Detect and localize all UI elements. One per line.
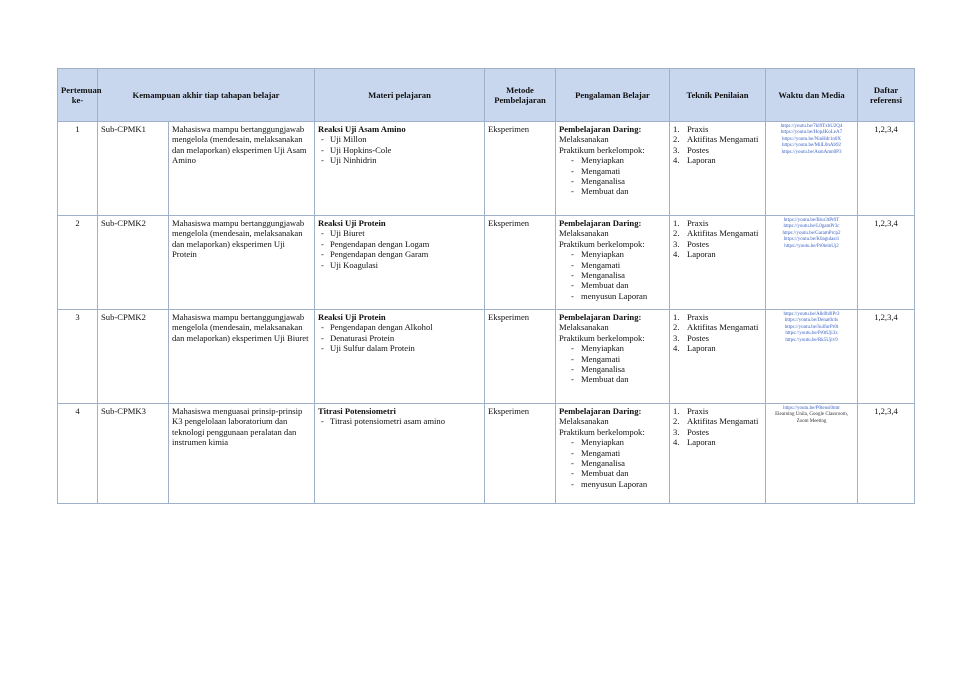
- cell-pengalaman: [556, 310, 670, 404]
- cell-subcpmk: [98, 310, 169, 404]
- kemampuan-text: Mahasiswa mampu bertanggungjawab mengelola (mendesain, melaksanakan dan melaporkan) eksperimen Uji Biuret: [172, 312, 309, 343]
- pengalaman-title: Pembelajaran Daring:: [559, 218, 642, 228]
- media-link[interactable]: https://youtu.be/P0tensi0mtr: [783, 406, 840, 411]
- cell-metode: [485, 310, 556, 404]
- pengalaman-title: Pembelajaran Daring:: [559, 124, 642, 134]
- header-waktu-media: Waktu dan Media: [766, 69, 858, 122]
- cell-kemampuan: [169, 404, 315, 504]
- cell-teknik: [670, 216, 766, 310]
- pengalaman-intro: Melaksanakan: [559, 228, 609, 239]
- cell-teknik: [670, 122, 766, 216]
- cell-referensi: [858, 404, 915, 504]
- kemampuan-text: Mahasiswa mampu bertanggungjawab mengelola (mendesain, melaksanakan dan melaporkan) eksperimen Uji Asam Amino: [172, 124, 307, 166]
- pengalaman-list: [559, 249, 666, 301]
- cell-pengalaman: [556, 216, 670, 310]
- pengalaman-item: - menyusun Laporan: [559, 479, 666, 489]
- pengalaman-item: - Mengamati: [559, 448, 666, 458]
- cell-referensi: [858, 310, 915, 404]
- materi-title: Titrasi Potensiometri: [318, 406, 396, 416]
- pertemuan-number: 2: [75, 218, 80, 228]
- materi-title: Reaksi Uji Asam Amino: [318, 124, 406, 134]
- header-daftar-referensi: Daftar referensi: [858, 69, 915, 122]
- pengalaman-content: [559, 218, 666, 304]
- media-link[interactable]: https://youtu.be/L0gamPr3c: [783, 224, 840, 230]
- media-link[interactable]: https://youtu.be/7kl9TxhU2Q4: [780, 124, 843, 129]
- media-link[interactable]: https://youtu.be/Pr0tUji3x: [785, 331, 838, 337]
- teknik-item-number: 2.: [673, 416, 680, 427]
- cell-kemampuan: [169, 122, 315, 216]
- cell-metode: [485, 122, 556, 216]
- teknik-item-number: 1.: [673, 312, 680, 322]
- teknik-item: [673, 249, 762, 259]
- teknik-item: [673, 406, 762, 416]
- media-link[interactable]: https://youtu.be/MilL0nAb92: [782, 143, 842, 149]
- teknik-item-label: Laporan: [687, 437, 716, 448]
- cell-metode: [485, 404, 556, 504]
- teknik-item-label: Aktifitas Mengamati: [687, 228, 759, 239]
- teknik-item-label: Laporan: [687, 249, 716, 260]
- cell-kemampuan: [169, 310, 315, 404]
- teknik-item-number: 2.: [673, 322, 680, 333]
- teknik-list: [673, 406, 762, 448]
- pengalaman-content: [559, 124, 666, 210]
- pengalaman-item: - Menganalisa: [559, 176, 666, 186]
- cell-metode: [485, 216, 556, 310]
- teknik-list: [673, 218, 762, 260]
- teknik-item: [673, 312, 762, 322]
- pengalaman-list: [559, 155, 666, 197]
- materi-list: [318, 134, 481, 165]
- teknik-item-number: 4.: [673, 155, 680, 166]
- referensi-text: 1,2,3,4: [874, 406, 898, 416]
- teknik-item-number: 4.: [673, 437, 680, 448]
- metode-text: Eksperimen: [488, 218, 530, 228]
- cell-teknik: [670, 310, 766, 404]
- teknik-list: [673, 124, 762, 166]
- teknik-item-number: 4.: [673, 343, 680, 354]
- table-header-row: [58, 69, 915, 122]
- pengalaman-item: - Menganalisa: [559, 458, 666, 468]
- pengalaman-item: - Membuat dan: [559, 374, 666, 384]
- media-link[interactable]: https://youtu.be/GaramPrcp2: [782, 230, 841, 236]
- materi-item: - Pengendapan dengan Logam: [318, 239, 481, 249]
- table-row: [58, 310, 915, 404]
- referensi-text: 1,2,3,4: [874, 218, 898, 228]
- metode-text: Eksperimen: [488, 124, 530, 134]
- pengalaman-intro: Praktikum berkelompok:: [559, 332, 645, 343]
- cell-waktu-media: [766, 216, 858, 310]
- subcpmk-code: Sub-CPMK3: [101, 406, 146, 416]
- teknik-item: [673, 145, 762, 155]
- teknik-item-number: 3.: [673, 426, 680, 437]
- teknik-item: [673, 416, 762, 426]
- teknik-item-number: 4.: [673, 249, 680, 260]
- materi-item: - Uji Ninhidrin: [318, 155, 481, 165]
- pertemuan-number: 4: [75, 406, 80, 416]
- teknik-item: [673, 427, 762, 437]
- pengalaman-item: - Menyiapkan: [559, 249, 666, 259]
- teknik-item-number: 2.: [673, 228, 680, 239]
- subcpmk-code: Sub-CPMK1: [101, 124, 146, 134]
- teknik-item-number: 1.: [673, 406, 680, 416]
- teknik-item-number: 3.: [673, 332, 680, 343]
- teknik-item-number: 1.: [673, 124, 680, 134]
- cell-pengalaman: [556, 122, 670, 216]
- pengalaman-item: - Menyiapkan: [559, 155, 666, 165]
- header-pertemuan: Pertemuan ke-: [58, 69, 98, 122]
- materi-title: Reaksi Uji Protein: [318, 312, 386, 322]
- teknik-item: [673, 333, 762, 343]
- cell-materi: [315, 310, 485, 404]
- teknik-list: [673, 312, 762, 354]
- pengalaman-list: [559, 437, 666, 489]
- subcpmk-code: Sub-CPMK2: [101, 218, 146, 228]
- cell-pertemuan: [58, 310, 98, 404]
- cell-materi: [315, 122, 485, 216]
- materi-list: [318, 416, 481, 426]
- cell-pertemuan: [58, 404, 98, 504]
- teknik-item-number: 3.: [673, 238, 680, 249]
- teknik-item-label: Aktifitas Mengamati: [687, 416, 759, 427]
- cell-teknik: [670, 404, 766, 504]
- media-link[interactable]: https://youtu.be/Pr0teinUj2: [784, 243, 839, 249]
- pengalaman-intro: Melaksanakan: [559, 416, 609, 427]
- pengalaman-item: - Mengamati: [559, 166, 666, 176]
- pengalaman-item: - menyusun Laporan: [559, 291, 666, 301]
- header-materi: Materi pelajaran: [315, 69, 485, 122]
- kemampuan-text: Mahasiswa menguasai prinsip-prinsip K3 pengelolaan laboratorium dan teknologi penggunaan peralatan dan instrumen kimia: [172, 406, 303, 448]
- header-metode: Metode Pembelajaran: [485, 69, 556, 122]
- materi-title: Reaksi Uji Protein: [318, 218, 386, 228]
- teknik-item-number: 2.: [673, 134, 680, 145]
- cell-waktu-media: [766, 310, 858, 404]
- media-link[interactable]: https://youtu.be/Alk0h0lPr3: [783, 312, 840, 317]
- materi-item: - Titrasi potensiometri asam amino: [318, 416, 481, 426]
- pertemuan-number: 3: [75, 312, 80, 322]
- table-body: [58, 122, 915, 504]
- header-teknik: Teknik Penilaian: [670, 69, 766, 122]
- teknik-item-label: Laporan: [687, 343, 716, 354]
- referensi-text: 1,2,3,4: [874, 312, 898, 322]
- teknik-item-number: 1.: [673, 218, 680, 228]
- table-row: [58, 216, 915, 310]
- media-link[interactable]: https://youtu.be/SulfurPr0t: [784, 324, 839, 330]
- teknik-item-label: Aktifitas Mengamati: [687, 322, 759, 333]
- pengalaman-title: Pembelajaran Daring:: [559, 406, 642, 416]
- cell-subcpmk: [98, 216, 169, 310]
- media-link[interactable]: https://youtu.be/Denat0r4s: [784, 318, 839, 324]
- teknik-item: [673, 239, 762, 249]
- pengalaman-intro: Praktikum berkelompok:: [559, 426, 645, 437]
- materi-item: - Uji Millon: [318, 134, 481, 144]
- pengalaman-intro: Melaksanakan: [559, 322, 609, 333]
- table-row: [58, 404, 915, 504]
- teknik-item: [673, 124, 762, 134]
- teknik-item-label: Postes: [687, 426, 709, 437]
- media-link[interactable]: https://youtu.be/Rk5Ujiv9: [785, 337, 838, 343]
- cell-pengalaman: [556, 404, 670, 504]
- header-kemampuan: Kemampuan akhir tiap tahapan belajar: [98, 69, 315, 122]
- pengalaman-item: - Menyiapkan: [559, 343, 666, 353]
- cell-materi: [315, 216, 485, 310]
- cell-materi: [315, 404, 485, 504]
- pengalaman-item: - Mengamati: [559, 354, 666, 364]
- pengalaman-intro: Praktikum berkelompok:: [559, 144, 645, 155]
- pengalaman-item: - Membuat dan: [559, 186, 666, 196]
- kemampuan-text: Mahasiswa mampu bertanggungjawab mengelola (mendesain, melaksanakan dan melaporkan) eksperimen Uji Protein: [172, 218, 305, 260]
- pengalaman-item: - Membuat dan: [559, 280, 666, 290]
- rps-table: [57, 68, 915, 504]
- subcpmk-code: Sub-CPMK2: [101, 312, 146, 322]
- cell-pertemuan: [58, 122, 98, 216]
- materi-item: - Pengendapan dengan Garam: [318, 249, 481, 259]
- teknik-item: [673, 228, 762, 238]
- media-note: Elearning Unila, Google Classroom, Zoom Meeting: [775, 412, 848, 424]
- teknik-item-label: Praxis: [687, 124, 709, 134]
- cell-referensi: [858, 122, 915, 216]
- media-link[interactable]: https://youtu.be/Biur3tPr0T: [783, 218, 840, 223]
- materi-item: - Denaturasi Protein: [318, 333, 481, 343]
- teknik-item-label: Laporan: [687, 155, 716, 166]
- teknik-item: [673, 343, 762, 353]
- pengalaman-intro: Praktikum berkelompok:: [559, 238, 645, 249]
- materi-list: [318, 228, 481, 270]
- pengalaman-item: - Menganalisa: [559, 270, 666, 280]
- media-link[interactable]: https://youtu.be/Hop4KoLeA7: [780, 130, 843, 136]
- media-link[interactable]: https://youtu.be/K0agulasi1: [783, 237, 840, 243]
- metode-text: Eksperimen: [488, 312, 530, 322]
- teknik-item: [673, 218, 762, 228]
- materi-item: - Pengendapan dengan Alkohol: [318, 322, 481, 332]
- teknik-item-label: Postes: [687, 144, 709, 155]
- pengalaman-item: - Mengamati: [559, 260, 666, 270]
- teknik-item-label: Postes: [687, 238, 709, 249]
- pertemuan-number: 1: [75, 124, 80, 134]
- teknik-item: [673, 437, 762, 447]
- cell-waktu-media: [766, 404, 858, 504]
- header-pengalaman: Pengalaman Belajar: [556, 69, 670, 122]
- cell-kemampuan: [169, 216, 315, 310]
- table-row: [58, 122, 915, 216]
- teknik-item-label: Aktifitas Mengamati: [687, 134, 759, 145]
- referensi-text: 1,2,3,4: [874, 124, 898, 134]
- materi-list: [318, 322, 481, 353]
- media-link[interactable]: https://youtu.be/NinHdr1n0X: [782, 136, 842, 142]
- cell-pertemuan: [58, 216, 98, 310]
- pengalaman-intro: Melaksanakan: [559, 134, 609, 145]
- media-link[interactable]: https://youtu.be/AsmAmn0P3: [781, 149, 842, 155]
- pengalaman-content: [559, 406, 666, 492]
- teknik-item-label: Praxis: [687, 218, 709, 228]
- pengalaman-content: [559, 312, 666, 398]
- pengalaman-item: - Membuat dan: [559, 468, 666, 478]
- cell-subcpmk: [98, 404, 169, 504]
- pengalaman-item: - Menganalisa: [559, 364, 666, 374]
- materi-item: - Uji Sulfur dalam Protein: [318, 343, 481, 353]
- materi-item: - Uji Koagulasi: [318, 260, 481, 270]
- materi-item: - Uji Hopkins-Cole: [318, 145, 481, 155]
- teknik-item: [673, 134, 762, 144]
- teknik-item: [673, 155, 762, 165]
- materi-item: - Uji Biuret: [318, 228, 481, 238]
- pengalaman-title: Pembelajaran Daring:: [559, 312, 642, 322]
- teknik-item-number: 3.: [673, 144, 680, 155]
- teknik-item-label: Postes: [687, 332, 709, 343]
- cell-waktu-media: [766, 122, 858, 216]
- metode-text: Eksperimen: [488, 406, 530, 416]
- teknik-item-label: Praxis: [687, 312, 709, 322]
- cell-subcpmk: [98, 122, 169, 216]
- cell-referensi: [858, 216, 915, 310]
- teknik-item-label: Praxis: [687, 406, 709, 416]
- pengalaman-item: - Menyiapkan: [559, 437, 666, 447]
- pengalaman-list: [559, 343, 666, 385]
- teknik-item: [673, 322, 762, 332]
